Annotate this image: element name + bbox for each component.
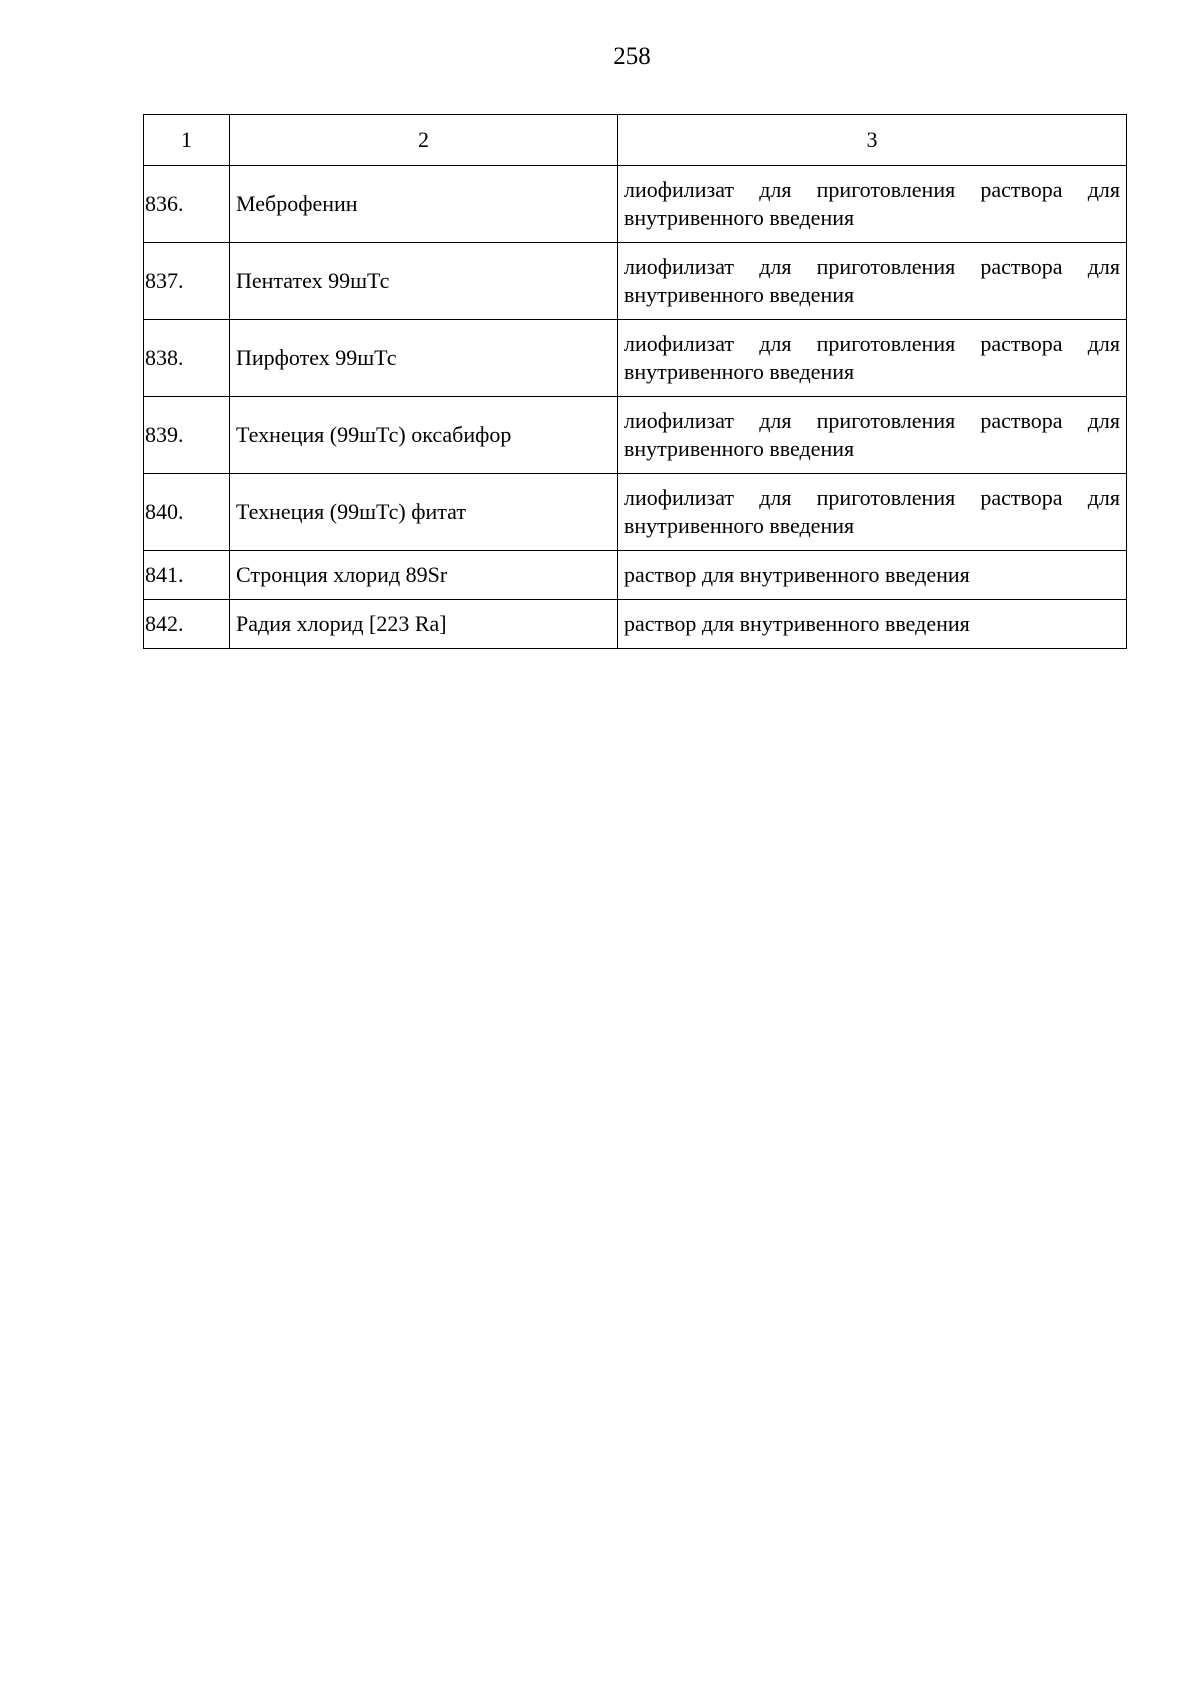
- dosage-form: раствор для внутривенного введения: [618, 600, 1127, 649]
- drug-name: Стронция хлорид 89Sr: [230, 551, 618, 600]
- drug-name: Технеция (99шТс) фитат: [230, 474, 618, 551]
- table-row: [144, 243, 1127, 320]
- drug-table: [143, 114, 1127, 649]
- column-header-3: 3: [618, 115, 1127, 166]
- row-number: 840.: [144, 474, 230, 551]
- row-number: 838.: [144, 320, 230, 397]
- drug-name: Меброфенин: [230, 166, 618, 243]
- drug-name: Радия хлорид [223 Ra]: [230, 600, 618, 649]
- row-number: 842.: [144, 600, 230, 649]
- dosage-form: лиофилизат для приготовления раствора для внутривенного введения: [618, 243, 1127, 320]
- row-number: 836.: [144, 166, 230, 243]
- dosage-form: лиофилизат для приготовления раствора для внутривенного введения: [618, 474, 1127, 551]
- table-header-row: [144, 115, 1127, 166]
- row-number: 841.: [144, 551, 230, 600]
- table-row: [144, 600, 1127, 649]
- table-row: [144, 166, 1127, 243]
- column-header-2: 2: [230, 115, 618, 166]
- drug-name: Технеция (99шТс) оксабифор: [230, 397, 618, 474]
- table-row: [144, 551, 1127, 600]
- drug-name: Пирфотех 99шТс: [230, 320, 618, 397]
- drug-name: Пентатех 99шТс: [230, 243, 618, 320]
- dosage-form: лиофилизат для приготовления раствора для внутривенного введения: [618, 166, 1127, 243]
- table-row: [144, 474, 1127, 551]
- row-number: 837.: [144, 243, 230, 320]
- dosage-form: лиофилизат для приготовления раствора для внутривенного введения: [618, 320, 1127, 397]
- dosage-form: лиофилизат для приготовления раствора для внутривенного введения: [618, 397, 1127, 474]
- table-row: [144, 397, 1127, 474]
- row-number: 839.: [144, 397, 230, 474]
- dosage-form: раствор для внутривенного введения: [618, 551, 1127, 600]
- table-row: [144, 320, 1127, 397]
- page-number: 258: [613, 43, 651, 70]
- column-header-1: 1: [144, 115, 230, 166]
